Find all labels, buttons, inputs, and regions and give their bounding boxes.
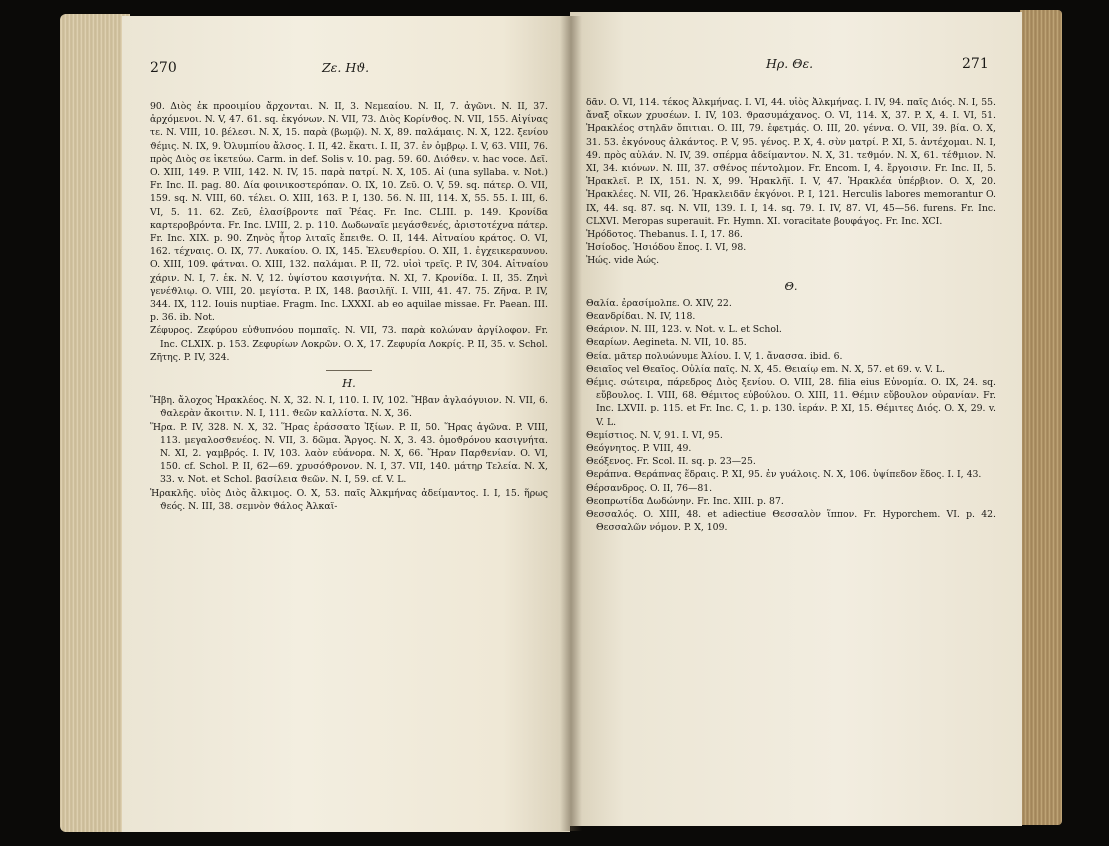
index-column [586, 96, 996, 535]
running-head: Ζε. Ηϑ. [322, 60, 370, 75]
index-entry: Ἥβη. ἄλοχος Ἡρακλέος. N. X, 32. N. I, 110. I. IV, 102. Ἥβαν ἀγλαόγυιον. N. VII, 6. ϑαλερὰν ἄκοιτιν. N. I, 111. ϑεῶν καλλίστα. N. X, 36. [150, 395, 548, 420]
index-entry: Θέρσανδρος. O. II, 76—81. [586, 482, 713, 494]
index-entry: Θαλία. ἐρασίμολπε. O. XIV, 22. [586, 297, 732, 309]
page-edges-right [1020, 10, 1062, 825]
index-entry: Ζέφυρος. Ζεφύρου εὐϑυπνόου πομπαῖς. N. VII, 73. παρὰ κολώναν ἀργίλοφον. Fr. Inc. CLXIX. p. 153. Ζεφυρίων Λοκρῶν. O. X, 17. Ζεφυρία Λοκρίς. P. II, 35. v. Schol. [150, 325, 548, 350]
index-entry: Θεία. μᾶτερ πολυώνυμε Ἀλίου. I. V, 1. ἄνασσα. ibid. 6. [586, 350, 843, 362]
index-entry: δᾶν. O. VI, 114. τέκος Ἀλκμήνας. I. VI, 44. υἱὸς Ἀλκμήνας. I. IV, 94. παῖς Διός. N. I, 55. ἄναξ οἴκων χρυσέων. I. IV, 103. ϑρασυμάχανος. O. VI, 114. X, 37. P. X, 4. I. VI, 51. Ἡρακλέος στηλᾶν ὄπιτιαι. O. III, 79. ἐφετμάς. O. III, 20. γέννα. O. VII, 39. βία. O. X, 31. 53. ἐκγόνους ἀλκάντος. P. V, 95. γένος. P. X, 4. σὺν ματρί. P. XI, 5. ἀντέχομαι. N. I, 49. πρὸς αὐλάν. N. IV, 39. σπέρμα ἀδείμαντον. N. X, 31. τεϑμόν. N. X, 61. τέϑμιον. N. XI, 34. κιόνων. N. III, 37. σϑένος πέντολμον. Fr. Encom. I, 4. ἔργοισιν. Fr. Inc. II, 5. Ἡρακλεῖ. P. IX, 151. N. X, 99. Ἡρακλῆϊ. I. V, 47. Ἡρακλέα ὑπέρβιον. O. X, 20. Ἡρακλέες. N. VII, 26. Ἡρακλειδᾶν ἐκγόνοι. P. I, 121. Herculis labores memorantur O. IX, 44. sq. 87. sq. N. VII, 139. I. I, 14. sq. 79. I. IV, 87. VI, 45—56. furens. Fr. Inc. CLXVI. Meropas superauit. Fr. Hymn. XI. voracitate βουφάγος. Fr. Inc. XCI. [586, 97, 996, 227]
index-entry: Ἡσίοδος. Ἡσιόδου ἔπος. I. VI, 98. [586, 242, 747, 254]
left-page [122, 16, 570, 832]
section-heading: Η. [342, 376, 356, 391]
index-entry: Ἡρακλῆς. υἱὸς Διὸς ἄλκιμος. O. X, 53. παῖς Ἀλκμήνας ἀδείμαντος. I. I, 15. ἥρως ϑεός. N. III, 38. σεμνὸν ϑάλος Ἀλκαϊ- [150, 487, 548, 512]
right-page [570, 12, 1022, 826]
running-head: Ηρ. Θε. [766, 56, 814, 71]
index-entry: Θειαῖος vel Θεαῖος. Οὐλία παῖς. N. X, 45. Θειαίῳ em. N. X, 57. et 69. v. V. L. [586, 363, 946, 375]
index-entry: Θεράπνα. Θεράπνας ἕδραις. P. XI, 95. ἐν γυάλοις. N. X, 106. ὑψίπεδον ἕδος. I. I, 43. [586, 469, 982, 481]
index-entry: Θεαρίων. Aegineta. N. VII, 10. 85. [586, 337, 747, 349]
index-entry: 90. Διὸς ἐκ προοιμίου ἄρχονται. N. II, 3. Νεμεαίου. N. II, 7. ἀγῶνι. N. II, 37. ἀρχόμενοι. N. V, 47. 61. sq. ἐκγόνων. N. VII, 73. Διὸς Κορίνϑος. N. VII, 155. Αἰγίνας τε. N. VIII, 10. βέλεσι. N. X, 15. παρὰ (βωμῷ). N. X, 89. παλάμαις. N. X, 122. ξενίου ϑέμις. N. IX, 9. Ὀλυμπίου ἄλσος. I. II, 42. ἔκατι. I. II, 37. ἐν ὀμβρῳ. I. V, 63. VIII, 76. πρὸς Διὸς σε ἱκετεύω. Carm. in def. Solis v. 10. pag. 59. 60. Διόϑεν. v. hac voce. Δεῖ. O. XIII, 149. P. VIII, 142. N. IV, 15. παρὰ πατρί. N. X, 105. Αἰ (una syllaba. v. Not.) Fr. Inc. II. pag. 80. Δία φοινικοστερόπαν. O. IX, 10. Ζεῦ. O. V, 59. sq. πάτερ. O. VII, 159. sq. N. VIII, 60. τέλει. O. XIII, 163. P. I, 130. 56. N. III, 114. X, 55. 55. I. III, 6. VI, 5. 11. 62. Ζεῦ, ἐλασίβροντε παῖ Ῥέας. Fr. Inc. CLIII. p. 149. Κρονίδα καρτεροβρόντα. Fr. Inc. LVIII, 2. p. 110. Δωδωναῖε μεγάσϑενές, ἀριστοτέχνα πάτερ. Fr. Inc. XIX. p. 90. Ζηνὸς ἦτορ λιταῖς ἔπειϑε. O. II, 144. Αἰτναίου κράτος. O. VI, 162. τέχναις. O. IX, 77. Λυκαίου. O. IX, 145. Ἐλευϑερίου. O. XII, 1. ἐγχεικεραυνου. O. XIII, 109. φάτναι. O. XIII, 132. παλάμαι. P. II, 72. υἱοὶ τρεῖς. P. IV, 304. Αἰτναίου χάριν. N. I, 7. ἐκ. N. V, 12. ὑψίστου κασιγνήτα. N. XI, 7. Κρονίδα. I. II, 35. Ζηνὶ γενέϑλιῳ. O. VIII, 20. μεγίστα. P. IX, 148. βασιλῆϊ. I. VIII, 41. 47. 75. Ζῆνα. P. IV, 344. IX, 112. Iouis nuptiae. Fragm. Inc. LXXXI. ab eo aquilae missae. Fr. Paean. III. p. 36. ib. Not. [150, 101, 548, 324]
page-number: 271 [962, 56, 989, 72]
index-entry: Θεόγνητος. P. VIII, 49. [586, 443, 692, 455]
page-number: 270 [150, 60, 177, 76]
index-entry: Θεμίστιος. N. V, 91. I. VI, 95. [586, 429, 723, 441]
index-column [150, 100, 548, 513]
section-heading: Θ. [784, 278, 798, 293]
index-entry: Θεάριον. N. III, 123. v. Not. v. L. et Schol. [586, 324, 782, 336]
index-entry: Θέμις. σώτειρα, πάρεδρος Διὸς ξενίου. O. VIII, 28. filia eius Εὐνομία. O. IX, 24. sq. εὔβουλος. I. VIII, 68. Θέμιτος εὐβούλου. O. XIII, 11. Θέμιν εὔβουλον οὐρανίαν. Fr. Inc. LXVII. p. 115. et Fr. Inc. C, 1. p. 130. ἱεράν. P. XI, 15. Θέμιτες Διός. O. X, 29. v. V. L. [586, 377, 996, 428]
page-edges-left [60, 14, 130, 832]
index-entry: Θεσσαλός. O. XIII, 48. et adiectiue Θεσσαλὸν ἵππον. Fr. Hyporchem. VI. p. 42. Θεσσαλῶν νόμον. P. X, 109. [586, 509, 996, 534]
index-entry: Ἡρόδοτος. Thebanus. I. I, 17. 86. [586, 229, 743, 241]
index-entry: Θεόξενος. Fr. Scol. II. sq. p. 23—25. [586, 456, 756, 468]
index-entry: Ἥρα. P. IV, 328. N. X, 32. Ἥρας ἐράσσατο Ἰξίων. P. II, 50. Ἥρας ἀγῶνα. P. VIII, 113. μεγαλοσϑενέος. N. VII, 3. δῶμα. Ἄργος. N. X, 3. 43. ὁμοϑρόνου κασιγνήτα. N. XI, 2. γαμβρός. I. IV, 103. λαὸν εὐάνορα. N. X, 66. Ἥραν Παρϑενίαν. O. VI, 150. cf. Schol. P. II, 62—69. χρυσόϑρονον. N. I, 37. VII, 140. μάτηρ Τελεία. N. X, 33. v. Not. et Schol. βασίλεια ϑεῶν. N. I, 59. cf. V. L. [150, 421, 548, 486]
book-gutter [560, 16, 582, 831]
index-entry: Ἠώς. vide Ἀώς. [586, 255, 660, 267]
index-entry: Θεανδρίδαι. N. IV, 118. [586, 311, 696, 323]
index-entry: Θεοπρωτίδα Δωδώνην. Fr. Inc. XIII. p. 87. [586, 495, 784, 507]
divider [326, 370, 372, 371]
index-entry: Ζῆτης. P. IV, 324. [150, 351, 230, 363]
